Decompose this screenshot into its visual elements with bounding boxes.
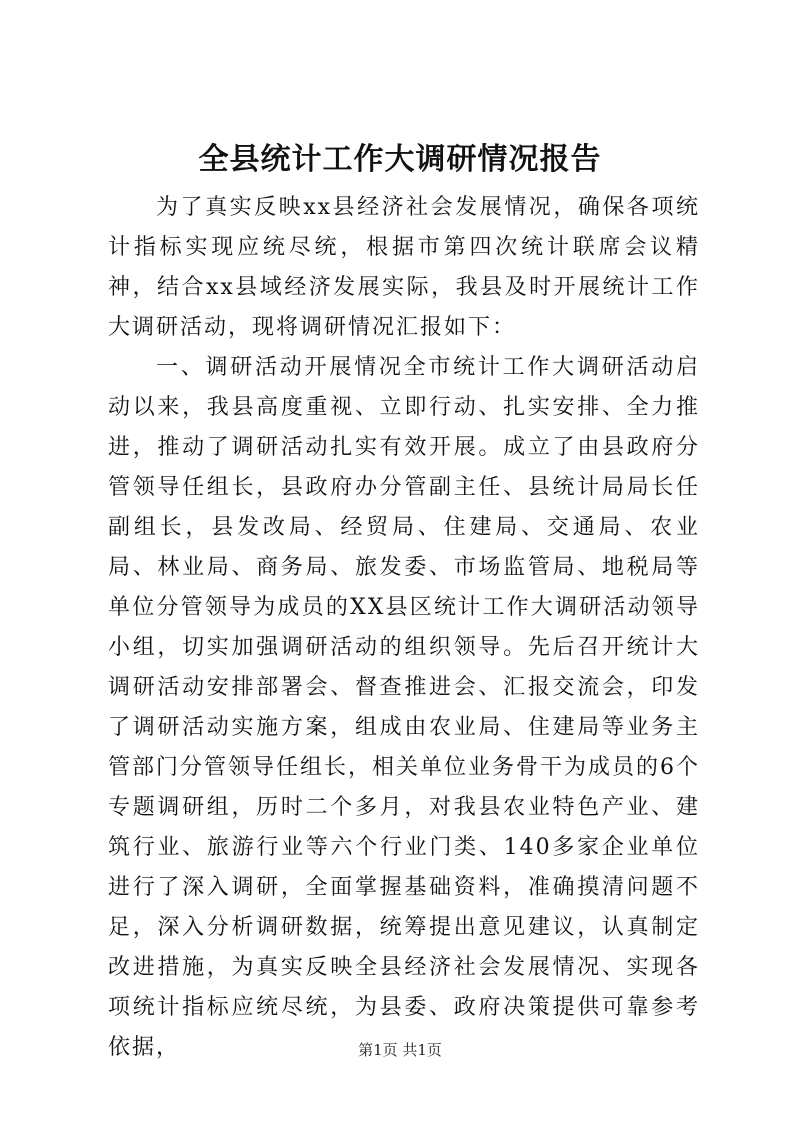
paragraph-section-one: 一、调研活动开展情况全市统计工作大调研活动启动以来，我县高度重视、立即行动、扎实安排、全力推进，推动了调研活动扎实有效开展。成立了由县政府分管领导任组长，县政府办分管副主任、县统计局局长任副组长，县发改局、经贸局、住建局、交通局、农业局、林业局、商务局、旅发委、市场监管局、地税局等单位分管领导为成员的XX县区统计工作大调研活动领导小组，切实加强调研活动的组织领导。先后召开统计大调研活动安排部署会、督查推进会、汇报交流会，印发了调研活动实施方案，组成由农业局、住建局等业务主管部门分管领导任组长，相关单位业务骨干为成员的6个专题调研组，历时二个多月，对我县农业特色产业、建筑行业、旅游行业等六个行业门类、140多家企业单位进行了深入调研，全面掌握基础资料，准确摸清问题不足，深入分析调研数据，统筹提出意见建议，认真制定改进措施，为真实反映全县经济社会发展情况、实现各项统计指标应统尽统，为县委、政府决策提供可靠参考依据， <box>108 355 700 1060</box>
page-footer: 第1页 共1页 <box>358 1041 442 1059</box>
paragraph-intro: 为了真实反映xx县经济社会发展情况，确保各项统计指标实现应统尽统，根据市第四次统计联席会议精神，结合xx县域经济发展实际，我县及时开展统计工作大调研活动，现将调研情况汇报如下： <box>108 195 700 340</box>
document-title: 全县统计工作大调研情况报告 <box>198 142 602 177</box>
document-body <box>108 188 700 1068</box>
